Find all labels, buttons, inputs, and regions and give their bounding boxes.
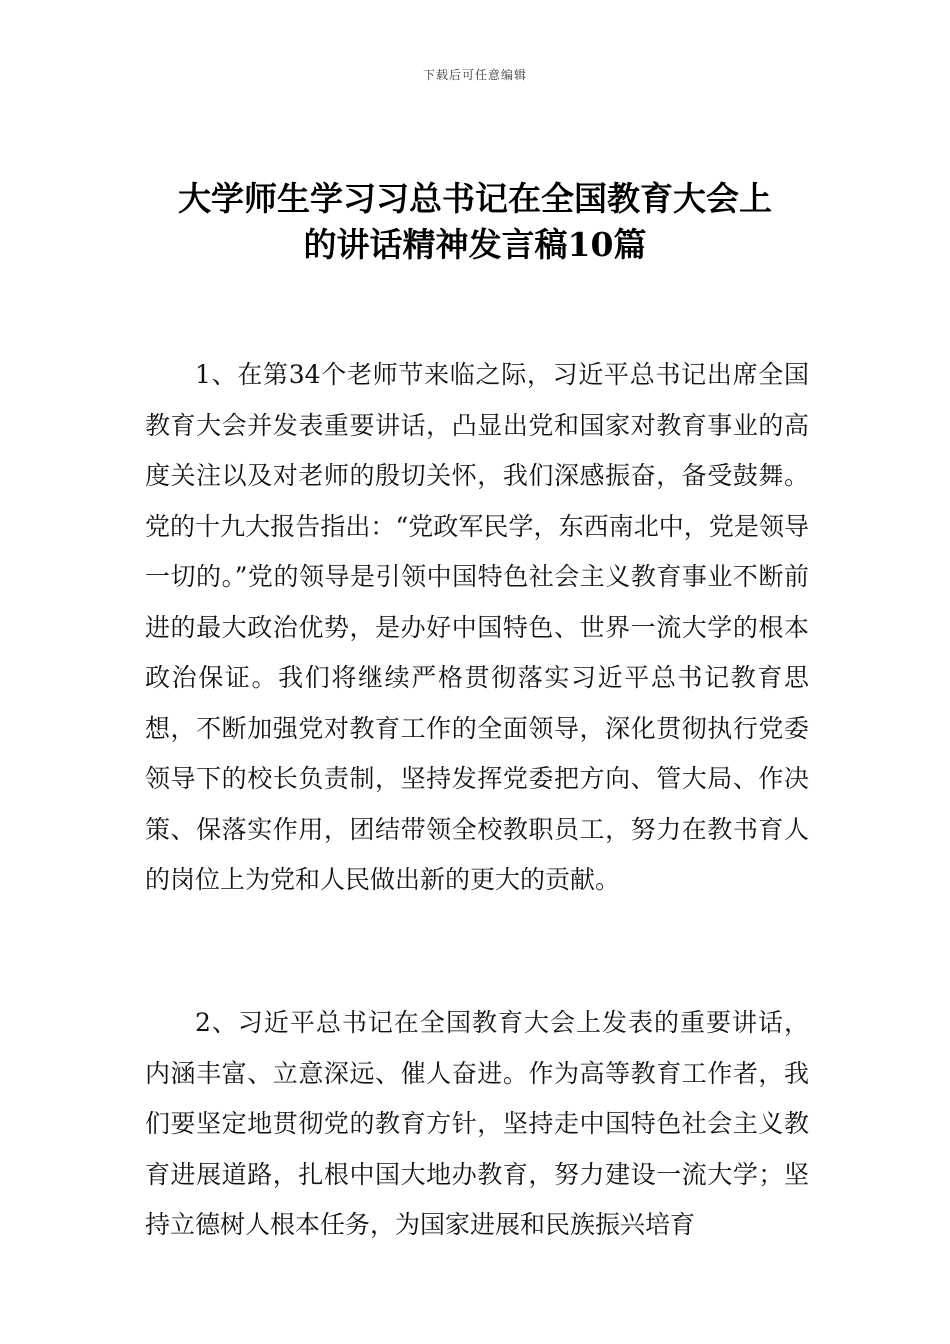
document-title xyxy=(120,176,830,268)
document-title-line-1: 大学师生学习习总书记在全国教育大会上 xyxy=(178,179,772,218)
header-note: 下载后可任意编辑 xyxy=(422,68,527,82)
document-title-line-2: 的讲话精神发言稿10篇 xyxy=(303,225,647,264)
paragraph-2: 2、习近平总书记在全国教育大会上发表的重要讲话，内涵丰富、立意深远、催人奋进。作为高等教育工作者，我们要坚定地贯彻党的教育方针，坚持走中国特色社会主义教育进展道路，扎根中国大地办教育，努力建设一流大学；坚持立德树人根本任务，为国家进展和民族振兴培育 xyxy=(145,1008,809,1239)
paragraph-1: 1、在第34个老师节来临之际，习近平总书记出席全国教育大会并发表重要讲话，凸显出党和国家对教育事业的高度关注以及对老师的殷切关怀，我们深感振奋，备受鼓舞。党的十九大报告指出：“党政军民学，东西南北中，党是领导一切的。”党的领导是引领中国特色社会主义教育事业不断前进的最大政治优势，是办好中国特色、世界一流大学的根本政治保证。我们将继续严格贯彻落实习近平总书记教育思想，不断加强党对教育工作的全面领导，深化贯彻执行党委领导下的校长负责制，坚持发挥党委把方向、管大局、作决策、保落实作用，团结带领全校教职员工，努力在教书育人的岗位上为党和人民做出新的更大的贡献。 xyxy=(145,360,809,894)
